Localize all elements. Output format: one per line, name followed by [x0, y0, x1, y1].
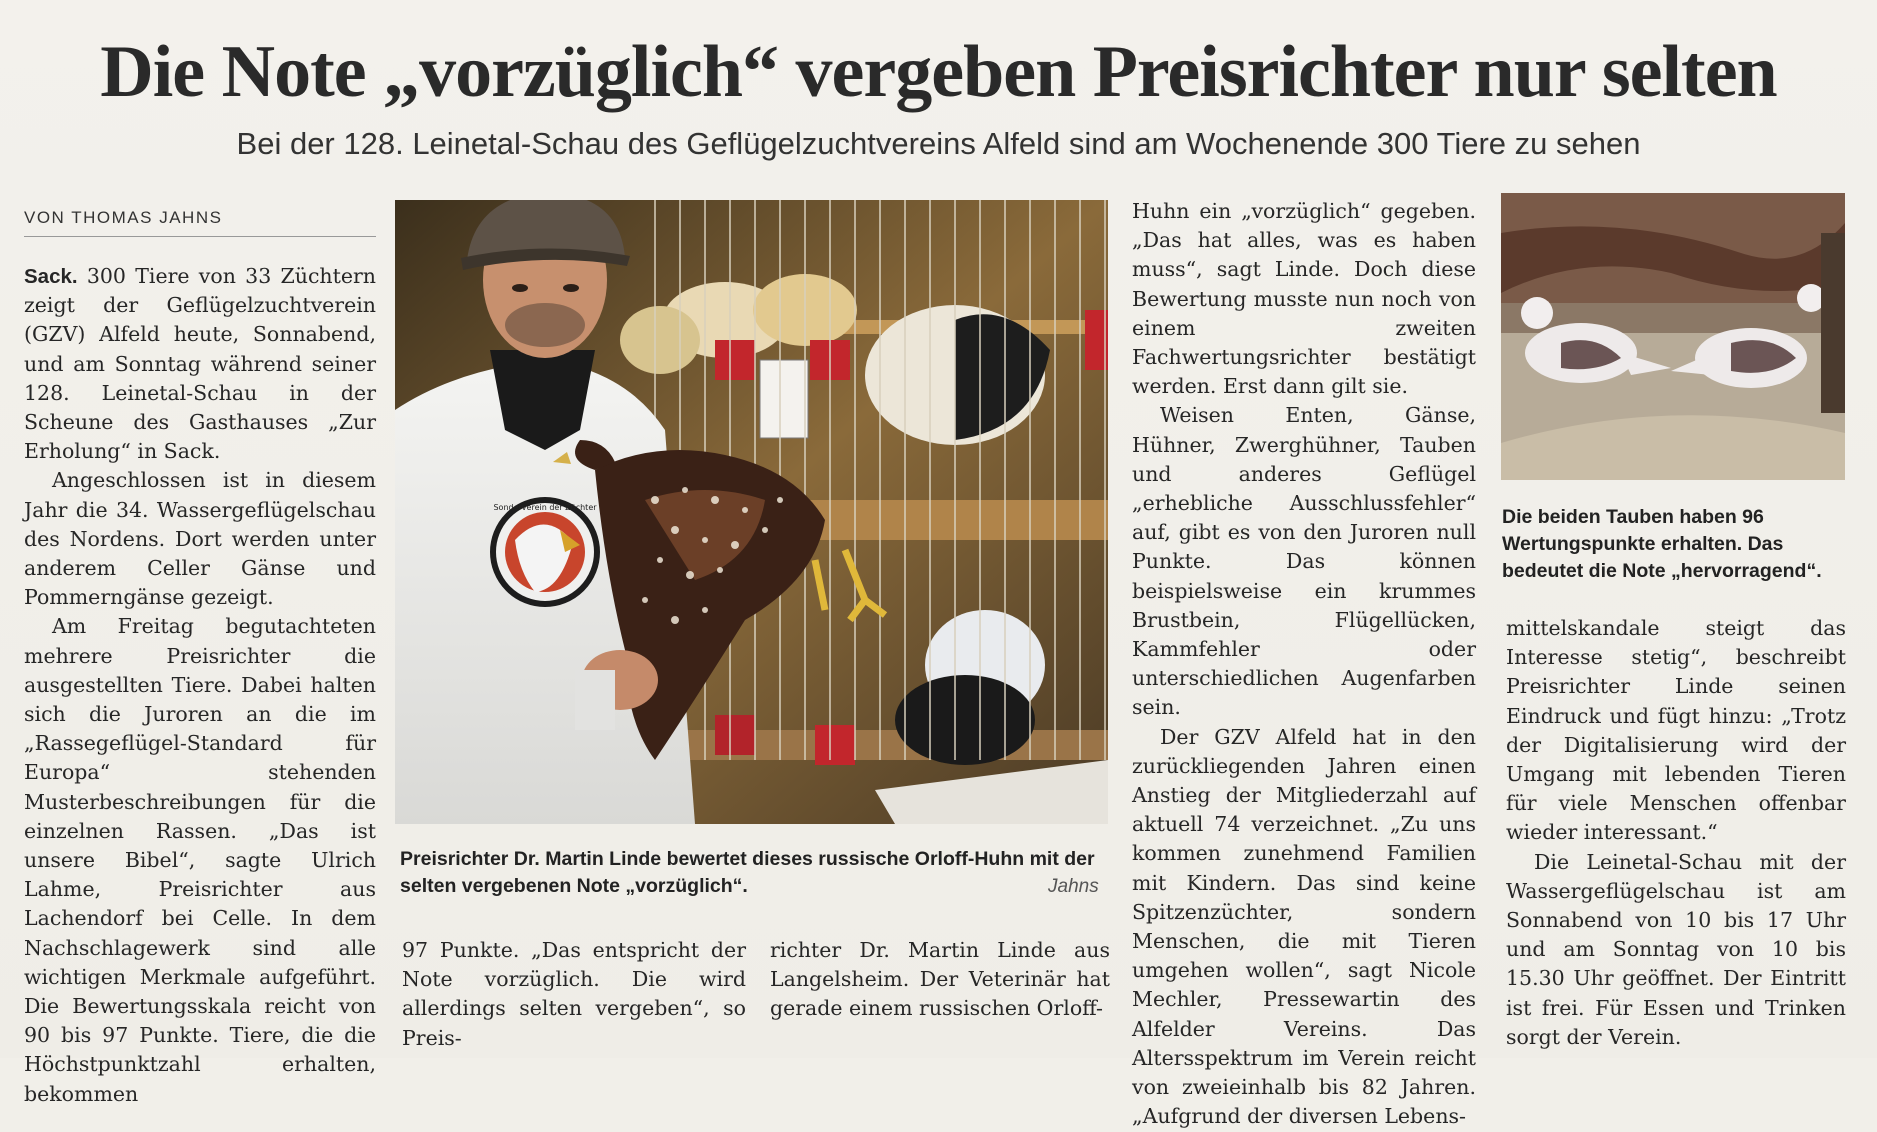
paragraph: richter Dr. Martin Linde aus Langelsheim. Der Veterinär hat gerade einem russischen Orloff- [770, 938, 1110, 1021]
paragraph-1: mittelskandale steigt das Interesse stetig“, beschreibt Preisrichter Linde seinen Eindruck und fügt hinzu: „Trotz der Digitalisierung wird der Umgang mit lebenden Tieren für viele Menschen offenbar wieder interessant.“ [1506, 616, 1846, 845]
subheadline: Bei der 128. Leinetal-Schau des Geflügelzuchtvereins Alfeld sind am Wochenende 300 Tiere zu sehen [236, 126, 1641, 161]
paragraph: 97 Punkte. „Das entspricht der Note vorzüglich. Die wird allerdings selten vergeben“, so Preis- [402, 938, 746, 1050]
location-dateline: Sack. [24, 265, 78, 288]
column-2 [402, 936, 746, 1053]
paragraph-3: Der GZV Alfeld hat in den zurückliegenden Jahren einen Anstieg der Mitgliederzahl auf aktuell 74 verzeichnet. „Zu uns kommen zunehmend Familien mit Kindern. Das sind keine Spitzenzüchter, sondern Menschen, die mit Tieren umgehen wollen“, sagt Nicole Mechler, Pressewartin des Alfelder Vereins. Das Altersspektrum im Verein reicht von zweieinhalb bis 82 Jahren. „Aufgrund der diversen Lebens- [1132, 724, 1476, 1129]
column-1 [24, 262, 376, 1109]
column-4 [1132, 197, 1476, 1132]
paragraph-1: Sack. 300 Tiere von 33 Züchtern zeigt der Geflügelzuchtverein (GZV) Alfeld heute, Sonnabend, und am Sonntag während seiner 128. Leinetal-Schau in der Scheune des Gasthauses „Zur Erholung“ in Sack. [24, 264, 376, 464]
paragraph-3: Am Freitag begutachteten mehrere Preisrichter die ausgestellten Tiere. Dabei halten sich die Juroren an die im „Rassegeflügel-Standard für Europa“ stehenden Musterbeschreibungen für die einzelnen Rassen. „Das ist unsere Bibel“, sagte Ulrich Lahme, Preisrichter aus Lachendorf bei Celle. In dem Nachschlagewerk sind alle wichtigen Merkmale aufgeführt. Die Bewertungsskala reicht von 90 bis 97 Punkte. Tiere, die die Höchstpunktzahl erhalten, bekommen [24, 614, 376, 1106]
headline: Die Note „vorzüglich“ vergeben Preisrichter nur selten [100, 31, 1777, 113]
main-photo-judge-with-hen [395, 200, 1108, 824]
side-photo-illustration [1501, 193, 1845, 480]
badge-lettering: Sonderverein der Züchter [493, 503, 597, 512]
byline: VON THOMAS JAHNS [24, 208, 223, 227]
column-3 [770, 936, 1110, 1024]
column-5 [1506, 614, 1846, 1052]
photo-credit: Jahns [1048, 876, 1099, 897]
paragraph-2: Die Leinetal-Schau mit der Wassergeflügelschau ist am Sonnabend von 10 bis 17 Uhr und am Sonntag von 10 bis 15.30 Uhr geöffnet. Der Eintritt ist frei. Für Essen und Trinken sorgt der Verein. [1506, 849, 1846, 1049]
side-photo-two-pigeons [1501, 193, 1845, 480]
main-photo-caption: Preisrichter Dr. Martin Linde bewertet dieses russische Orloff-Huhn mit der selten vergebenen Note „vorzüglich“. [400, 848, 1095, 897]
main-photo-illustration [395, 200, 1108, 824]
paragraph-1: Huhn ein „vorzüglich“ gegeben. „Das hat alles, was es haben muss“, sagt Linde. Doch diese Bewertung musste nun noch von einem zweiten Fachwertungsrichter bestätigt werden. Erst dann gilt sie. [1132, 199, 1476, 399]
paragraph-2: Weisen Enten, Gänse, Hühner, Zwerghühner, Tauben und anderes Geflügel „erhebliche Ausschlussfehler“ auf, gibt es von den Juroren null Punkte. Das können beispielsweise ein krummes Brustbein, Flügellücken, Kammfehler oder unterschiedlichen Augenfarben sein. [1132, 403, 1476, 720]
byline-rule [24, 236, 376, 237]
paragraph-2: Angeschlossen ist in diesem Jahr die 34. Wassergeflügelschau des Nordens. Dort werden unter anderem Celler Gänse und Pommerngänse gezeigt. [24, 468, 376, 610]
side-photo-caption: Die beiden Tauben haben 96 Wertungspunkte erhalten. Das bedeutet die Note „hervorragend“. [1502, 506, 1822, 582]
